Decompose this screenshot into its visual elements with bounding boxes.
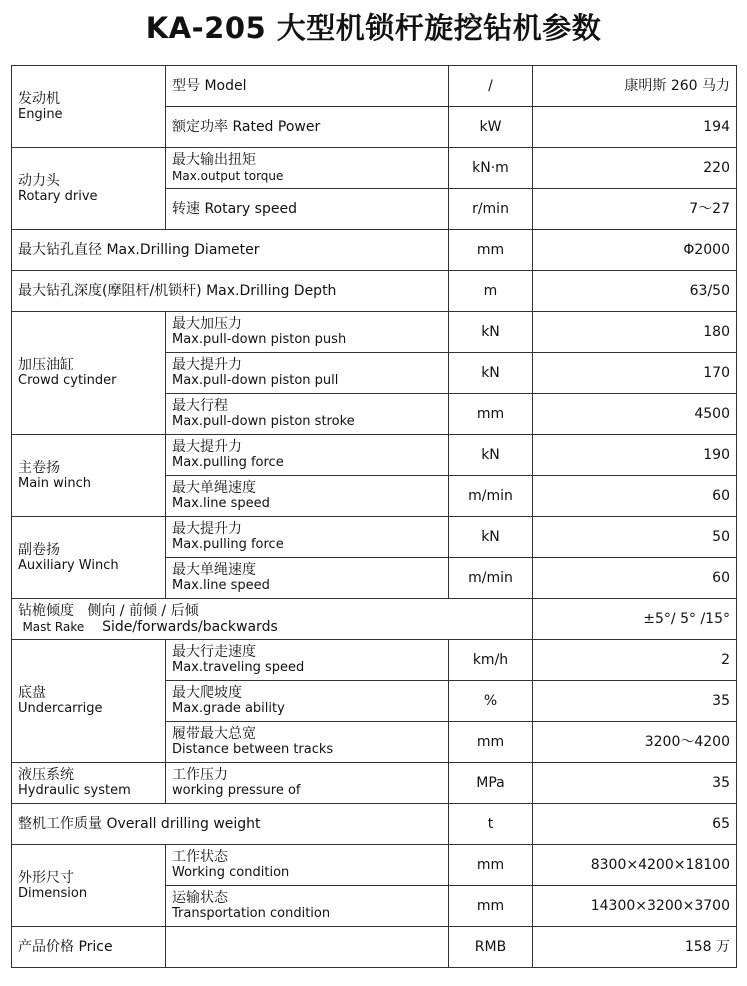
group-en: Auxiliary Winch: [18, 557, 119, 573]
group-aux-winch: [12, 517, 166, 599]
param-unit: mm: [449, 886, 533, 927]
param-label: 最大钻孔直径 Max.Drilling Diameter: [12, 230, 449, 271]
param-zh: 最大爬坡度: [172, 685, 242, 701]
param-en: Distance between tracks: [172, 742, 334, 757]
param-zh: 最大加压力: [172, 316, 242, 332]
param-value: 65: [533, 804, 737, 845]
mast-rake-zh-b: 侧向 / 前倾 / 后倾: [87, 603, 199, 619]
group-en: Hydraulic system: [18, 783, 131, 798]
param-label: 整机工作质量 Overall drilling weight: [12, 804, 449, 845]
param-en: Max.pull-down piston stroke: [172, 414, 355, 429]
param-zh: 履带最大总宽: [172, 726, 256, 742]
group-zh: 外形尺寸: [18, 869, 74, 886]
param-unit: kN: [449, 353, 533, 394]
param-unit: t: [449, 804, 533, 845]
param-label: [166, 722, 449, 763]
param-en: Max.line speed: [172, 496, 270, 511]
table-row: [12, 66, 737, 107]
param-label: [166, 394, 449, 435]
param-unit: mm: [449, 845, 533, 886]
group-undercarriage: [12, 640, 166, 763]
param-value: 60: [533, 558, 737, 599]
param-unit: mm: [449, 722, 533, 763]
param-unit: %: [449, 681, 533, 722]
param-label: [166, 476, 449, 517]
param-value: 4500: [533, 394, 737, 435]
table-row: [12, 148, 737, 189]
mast-rake-en-a: Mast Rake: [22, 620, 85, 634]
table-row: [12, 845, 737, 886]
group-zh: 底盘: [18, 685, 46, 701]
group-hydraulic: [12, 763, 166, 804]
param-value: Φ2000: [533, 230, 737, 271]
table-row: [12, 599, 737, 640]
param-unit: kN·m: [449, 148, 533, 189]
param-unit: RMB: [449, 927, 533, 968]
param-en: Max.pull-down piston push: [172, 332, 347, 347]
param-label: [166, 845, 449, 886]
param-zh: 运输状态: [172, 890, 228, 906]
mast-rake-zh: [18, 603, 526, 619]
param-label: [166, 681, 449, 722]
group-zh: 副卷扬: [18, 541, 60, 558]
param-label: [12, 599, 533, 640]
param-en: Max.line speed: [172, 578, 270, 593]
param-zh: 最大输出扭矩: [172, 152, 256, 168]
param-en: Max.pulling force: [172, 455, 284, 470]
param-label: [166, 435, 449, 476]
param-value: 2: [533, 640, 737, 681]
param-zh: 最大单绳速度: [172, 562, 256, 578]
param-unit: m/min: [449, 476, 533, 517]
group-en: Dimension: [18, 885, 88, 901]
table-row: [12, 230, 737, 271]
table-row: [12, 640, 737, 681]
param-value: 3200～4200: [533, 722, 737, 763]
mast-rake-zh-a: 钻桅倾度: [18, 603, 74, 619]
group-en: Main winch: [18, 475, 92, 491]
param-zh: 最大行走速度: [172, 644, 256, 660]
param-value: 170: [533, 353, 737, 394]
param-unit: m: [449, 271, 533, 312]
param-label: [166, 148, 449, 189]
param-en: Max.grade ability: [172, 701, 285, 716]
mast-rake-en: [18, 619, 526, 635]
group-zh: 加压油缸: [18, 357, 74, 373]
param-value: 35: [533, 763, 737, 804]
param-en: Max.pulling force: [172, 537, 284, 552]
table-row: [12, 763, 737, 804]
param-label: 转速 Rotary speed: [166, 189, 449, 230]
param-unit: MPa: [449, 763, 533, 804]
param-en: working pressure of: [172, 783, 301, 798]
param-unit: kN: [449, 435, 533, 476]
group-crowd: [12, 312, 166, 435]
param-zh: 最大行程: [172, 398, 228, 414]
group-zh: 主卷扬: [18, 459, 60, 476]
param-unit: kN: [449, 312, 533, 353]
group-main-winch: [12, 435, 166, 517]
param-label: [166, 312, 449, 353]
param-value: 8300×4200×18100: [533, 845, 737, 886]
table-row: [12, 435, 737, 476]
group-en: Engine: [18, 106, 63, 122]
param-value: 7～27: [533, 189, 737, 230]
param-zh: 最大提升力: [172, 357, 242, 373]
param-value: 60: [533, 476, 737, 517]
param-zh: 最大提升力: [172, 439, 242, 455]
mast-rake-en-b: Side/forwards/backwards: [102, 619, 278, 635]
param-value: 康明斯 260 马力: [533, 66, 737, 107]
param-en: Working condition: [172, 865, 290, 880]
group-zh: 动力头: [18, 172, 60, 189]
table-row: [12, 312, 737, 353]
group-dimension: [12, 845, 166, 927]
param-label: [166, 763, 449, 804]
param-unit: r/min: [449, 189, 533, 230]
group-en: Undercarrige: [18, 701, 103, 716]
group-zh: 发动机: [18, 90, 60, 107]
table-row: [12, 517, 737, 558]
param-label: 型号 Model: [166, 66, 449, 107]
param-en: Max.traveling speed: [172, 660, 305, 675]
table-row: [12, 271, 737, 312]
param-label: 额定功率 Rated Power: [166, 107, 449, 148]
param-en: Max.pull-down piston pull: [172, 373, 339, 388]
param-label: [166, 640, 449, 681]
param-value: 158 万: [533, 927, 737, 968]
param-label: [166, 353, 449, 394]
param-unit: m/min: [449, 558, 533, 599]
param-zh: 最大提升力: [172, 521, 242, 537]
param-value: 194: [533, 107, 737, 148]
param-value: 220: [533, 148, 737, 189]
empty-cell: [166, 927, 449, 968]
param-zh: 最大单绳速度: [172, 480, 256, 496]
param-zh: 工作压力: [172, 767, 228, 783]
param-value: 180: [533, 312, 737, 353]
group-zh: 液压系统: [18, 767, 74, 783]
param-unit: kN: [449, 517, 533, 558]
param-zh: 工作状态: [172, 849, 228, 865]
table-row: [12, 927, 737, 968]
param-value: 35: [533, 681, 737, 722]
param-label: [166, 558, 449, 599]
param-unit: mm: [449, 394, 533, 435]
param-label: [166, 886, 449, 927]
param-label: [166, 517, 449, 558]
param-unit: km/h: [449, 640, 533, 681]
group-en: Rotary drive: [18, 188, 98, 204]
param-unit: /: [449, 66, 533, 107]
group-rotary: [12, 148, 166, 230]
table-row: [12, 804, 737, 845]
page-title: KA-205 大型机锁杆旋挖钻机参数: [145, 11, 602, 45]
param-unit: kW: [449, 107, 533, 148]
param-value: 50: [533, 517, 737, 558]
param-value: 190: [533, 435, 737, 476]
param-en: Transportation condition: [172, 906, 331, 921]
param-unit: mm: [449, 230, 533, 271]
group-en: Crowd cytinder: [18, 373, 117, 388]
param-label: 产品价格 Price: [12, 927, 166, 968]
param-value: 63/50: [533, 271, 737, 312]
param-value: ±5°/ 5° /15°: [533, 599, 737, 640]
spec-table: [11, 65, 737, 968]
param-en: Max.output torque: [172, 169, 284, 183]
param-label: 最大钻孔深度(摩阻杆/机锁杆) Max.Drilling Depth: [12, 271, 449, 312]
param-value: 14300×3200×3700: [533, 886, 737, 927]
group-engine: [12, 66, 166, 148]
